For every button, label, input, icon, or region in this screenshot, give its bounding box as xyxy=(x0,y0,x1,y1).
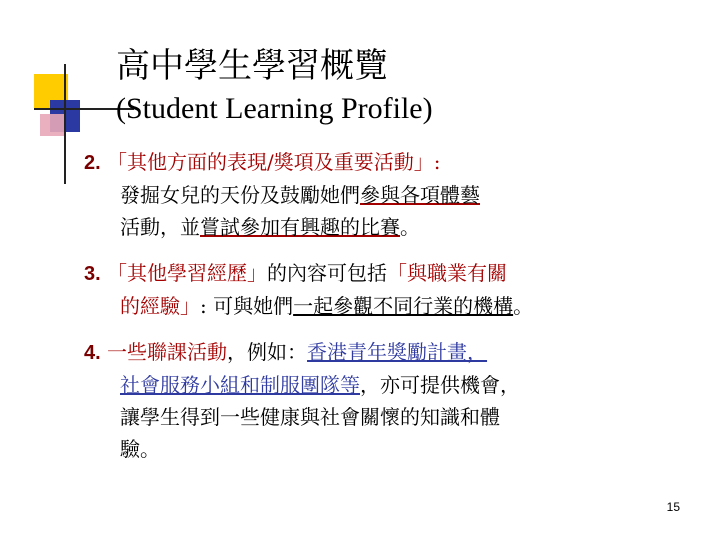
decorative-vertical-line xyxy=(64,64,66,184)
item-heading: 一些聯課活動 xyxy=(107,340,228,364)
slide-title xyxy=(116,44,433,130)
item-text: 發掘女兒的天份及鼓勵她們 xyxy=(120,183,360,207)
item-link-text: 社會服務小組和制服團隊等 xyxy=(120,373,360,397)
item-heading: 「與職業有關 xyxy=(387,261,508,285)
item-text: ，例如： xyxy=(227,340,308,364)
item-heading: 「其他學習經歷」 xyxy=(107,261,268,285)
decorative-pink-square xyxy=(40,114,64,136)
item-text: : 可與她們 xyxy=(200,294,294,318)
item-text-highlight: 嘗試參加有興趣的比賽 xyxy=(200,215,400,239)
item-text: 驗。 xyxy=(120,437,160,461)
item-number: 3. xyxy=(84,263,101,285)
list-item xyxy=(84,257,704,322)
list-item xyxy=(84,336,704,465)
item-text: 讓學生得到一些健康與社會關懷的知識和體 xyxy=(120,405,500,429)
slide-content xyxy=(84,146,704,479)
page-number: 15 xyxy=(666,500,680,514)
item-text-highlight: 一起參觀不同行業的機構 xyxy=(293,294,514,318)
title-chinese: 高中學生學習概覽 xyxy=(116,46,388,86)
item-link-text: 香港青年獎勵計畫， xyxy=(307,340,488,364)
item-text: 。 xyxy=(513,294,534,318)
item-heading: 「其他方面的表現/獎項及重要活動」: xyxy=(107,150,441,174)
item-text-highlight: 參與各項體藝 xyxy=(360,183,480,207)
item-number: 4. xyxy=(84,342,101,364)
item-heading: 的經驗」 xyxy=(120,294,200,318)
item-text: 。 xyxy=(400,215,420,239)
title-english: (Student Learning Profile) xyxy=(116,92,433,125)
list-item xyxy=(84,146,704,243)
item-text: 活動，並 xyxy=(120,215,200,239)
item-text: ，亦可提供機會， xyxy=(360,373,520,397)
item-number: 2. xyxy=(84,152,101,174)
item-text: 的內容可包括 xyxy=(267,261,388,285)
